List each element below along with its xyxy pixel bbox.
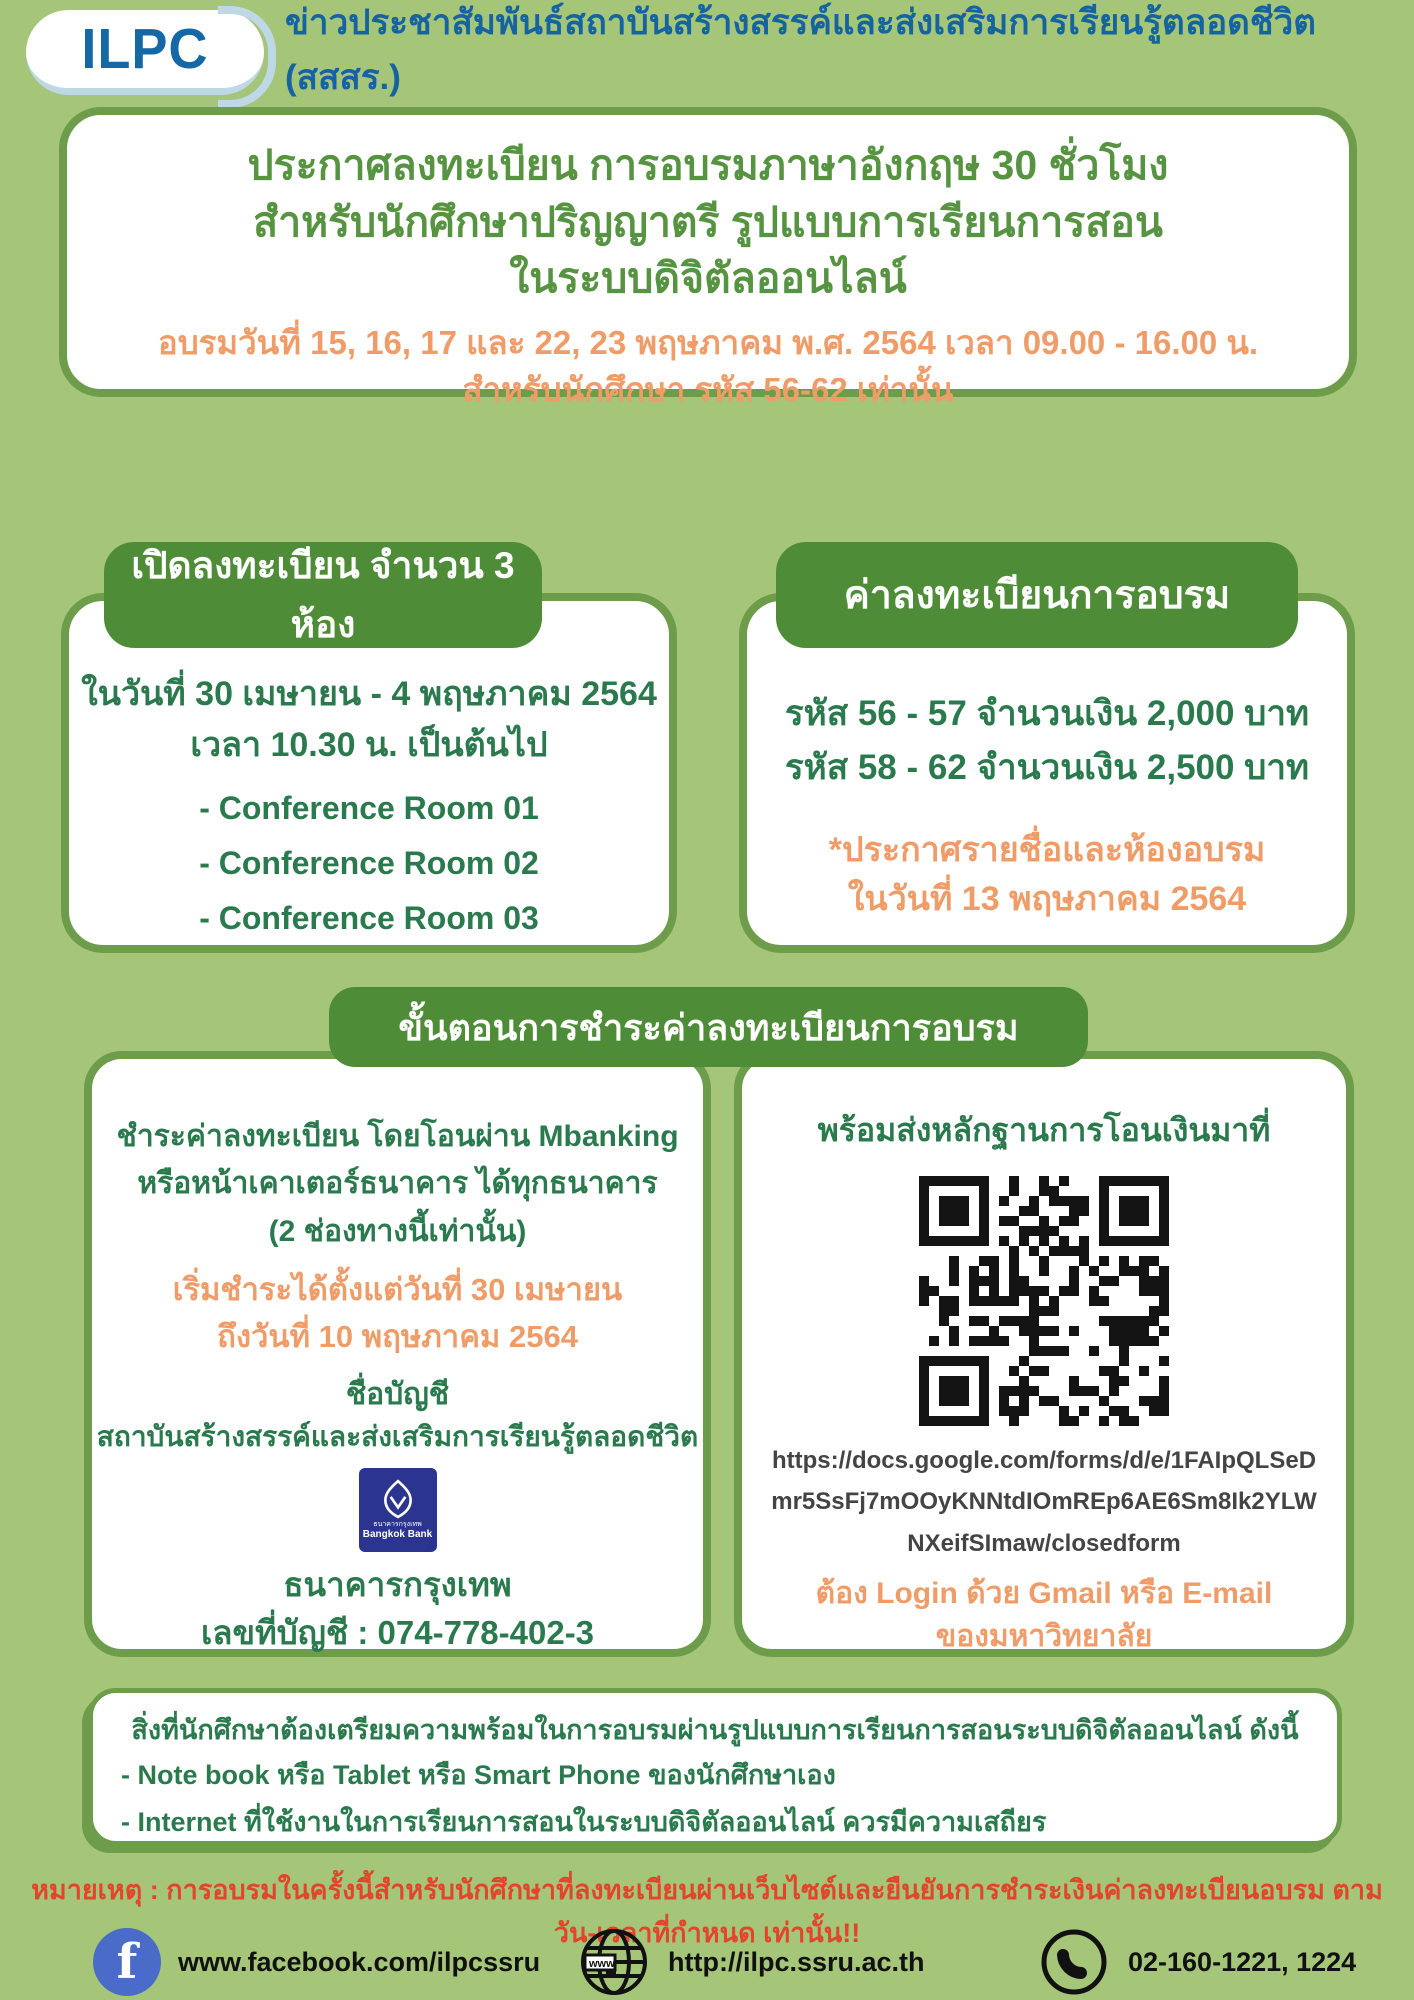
- payment-method-line-3: (2 ช่องทางนี้เท่านั้น): [268, 1214, 527, 1248]
- account-name: สถาบันสร้างสรรค์และส่งเสริมการเรียนรู้ตลอดชีวิต: [96, 1421, 699, 1453]
- fees-header-pill: ค่าลงทะเบียนการอบรม: [776, 542, 1298, 648]
- payment-method-line-1: ชำระค่าลงทะเบียน โดยโอนผ่าน Mbanking: [116, 1120, 679, 1153]
- fee-row-2: รหัส 58 - 62 จำนวนเงิน 2,500 บาท: [784, 748, 1310, 788]
- form-url-line-3: NXeifSImaw/closedform: [907, 1529, 1181, 1557]
- facebook-icon: f: [93, 1928, 161, 1996]
- payment-period-line-2: ถึงวันที่ 10 พฤษภาคม 2564: [217, 1318, 578, 1354]
- registration-date-line-1: ในวันที่ 30 เมษายน - 4 พฤษภาคม 2564: [81, 675, 657, 713]
- website-url: http://ilpc.ssru.ac.th: [668, 1946, 925, 1977]
- list-item: - Internet ที่ใช้งานในการเรียนการสอนในระบบดิจิตัลออนไลน์ ควรมีความเสถียร: [121, 1807, 1047, 1838]
- evidence-title: พร้อมส่งหลักฐานการโอนเงินมาที่: [817, 1112, 1271, 1148]
- announcement-card: [59, 107, 1357, 408]
- bangkok-bank-logo: [359, 1468, 437, 1552]
- facebook-url: www.facebook.com/ilpcssru: [178, 1946, 541, 1977]
- fee-note-line-2: ในวันที่ 13 พฤษภาคม 2564: [847, 879, 1247, 918]
- qr-code: [919, 1176, 1169, 1426]
- list-item: - Conference Room 02: [199, 845, 539, 882]
- login-note-line-1: ต้อง Login ด้วย Gmail หรือ E-mail: [815, 1576, 1273, 1610]
- payment-method-line-2: หรือหน้าเคาเตอร์ธนาคาร ได้ทุกธนาคาร: [137, 1167, 658, 1201]
- registration-header-pill: เปิดลงทะเบียน จำนวน 3 ห้อง: [104, 542, 542, 648]
- schedule-line-1: อบรมวันที่ 15, 16, 17 และ 22, 23 พฤษภาคม พ.ศ. 2564 เวลา 09.00 - 16.00 น.: [157, 323, 1259, 361]
- bank-logo-thai: ธนาคารกรุงเทพ: [373, 1521, 422, 1529]
- globe-icon: [578, 1926, 650, 1998]
- ilpc-logo-text: ILPC: [81, 17, 209, 81]
- form-url-line-1: https://docs.google.com/forms/d/e/1FAIpQLSeD: [771, 1447, 1317, 1474]
- preparation-card: [88, 1688, 1342, 1846]
- registration-date-line-2: เวลา 10.30 น. เป็นต้นไป: [190, 726, 548, 764]
- transfer-evidence-card: [734, 1051, 1354, 1657]
- phone-icon: [1038, 1926, 1110, 1998]
- fee-row-1: รหัส 56 - 57 จำนวนเงิน 2,000 บาท: [784, 694, 1310, 733]
- account-name-label: ชื่อบัญชี: [345, 1378, 450, 1412]
- fee-note: [747, 826, 1347, 925]
- ilpc-logo: [26, 10, 264, 95]
- phone-number: 02-160-1221, 1224: [1128, 1946, 1357, 1977]
- announcement-title-line-3: ในระบบดิจิตัลออนไลน์: [509, 255, 907, 302]
- payment-period: [92, 1267, 703, 1360]
- room-list: [69, 781, 669, 946]
- announcement-title-line-1: ประกาศลงทะเบียน การอบรมภาษาอังกฤษ 30 ชั่วโมง: [247, 142, 1169, 188]
- list-item: - Conference Room 01: [199, 790, 539, 826]
- bank-logo-en: Bangkok Bank: [362, 1529, 433, 1541]
- lotus-icon: [379, 1479, 417, 1519]
- payment-method-card: [84, 1051, 711, 1657]
- login-note-line-2: ของมหาวิทยาลัย: [935, 1620, 1153, 1654]
- remark-text: หมายเหตุ : การอบรมในครั้งนี้สำหรับนักศึกษาที่ลงทะเบียนผ่านเว็บไซต์และยืนยันการชำระเงินค่าลงทะเบียนอบรม ตามวัน-เวลาที่กำหนด เท่านั้น!!: [31, 1875, 1383, 1948]
- login-note: [742, 1572, 1346, 1659]
- list-item: - Note book หรือ Tablet หรือ Smart Phone ของนักศึกษาเอง: [121, 1760, 836, 1791]
- fee-note-line-1: *ประกาศรายชื่อและห้องอบรม: [828, 830, 1266, 869]
- announcement-title-line-2: สำหรับนักศึกษาปริญญาตรี รูปแบบการเรียนการสอน: [253, 198, 1163, 245]
- svg-text:www.: www.: [589, 1958, 618, 1970]
- schedule-line-2: สำหรับนักศึกษา รหัส 56-62 เท่านั้น: [462, 370, 954, 408]
- form-url-line-2: mr5SsFj7mOOyKNNtdIOmREp6AE6Sm8Ik2YLW: [771, 1488, 1317, 1516]
- bank-name: ธนาคารกรุงเทพ: [283, 1565, 512, 1603]
- training-schedule: [67, 320, 1349, 414]
- payment-steps-pill: ขั้นตอนการชำระค่าลงทะเบียนการอบรม: [329, 987, 1088, 1067]
- account-number: เลขที่บัญชี : 074-778-402-3: [200, 1614, 595, 1652]
- header-title: ข่าวประชาสัมพันธ์สถาบันสร้างสรรค์และส่งเสริมการเรียนรู้ตลอดชีวิต (สสสร.): [285, 3, 1317, 97]
- preparation-title: สิ่งที่นักศึกษาต้องเตรียมความพร้อมในการอบรมผ่านรูปแบบการเรียนการสอนระบบดิจิตัลออนไลน์ ดังนี้: [131, 1715, 1299, 1745]
- list-item: - Conference Room 03: [199, 900, 539, 937]
- payment-period-line-1: เริ่มชำระได้ตั้งแต่วันที่ 30 เมษายน: [172, 1272, 623, 1308]
